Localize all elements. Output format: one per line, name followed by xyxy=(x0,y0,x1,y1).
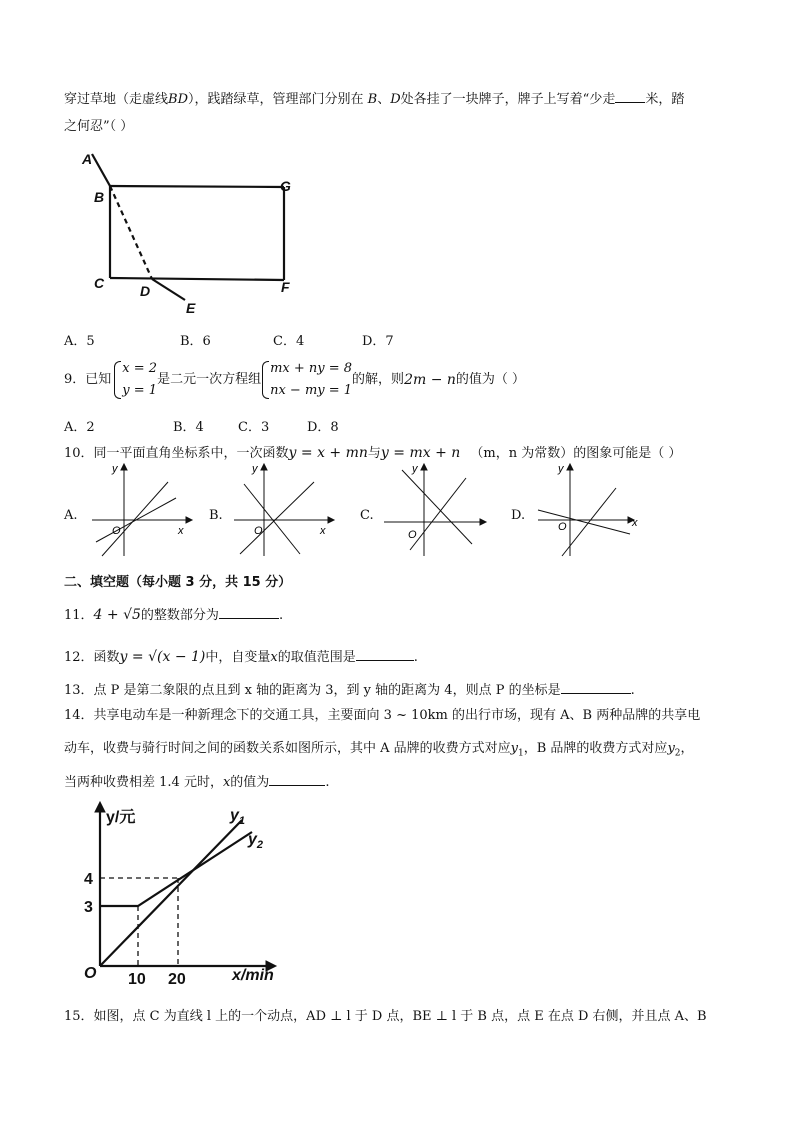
x-tick-10: 10 xyxy=(128,971,146,988)
q9-option-b: B．4 xyxy=(173,420,204,435)
q10-graph-b xyxy=(230,460,340,560)
y-axis-label: y/元 xyxy=(106,809,136,826)
q14-line3: 当两种收费相差 1.4 元时，x的值为 . xyxy=(64,775,330,790)
svg-text:x: x xyxy=(178,525,184,537)
svg-text:O: O xyxy=(558,521,567,533)
q9-option-a: A．2 xyxy=(64,420,95,435)
label-d: D xyxy=(140,283,151,299)
svg-text:y: y xyxy=(252,463,258,475)
q14-line1: 14．共享电动车是一种新理念下的交通工具，主要面向 3 ~ 10km 的出行市场，现有 A、B 两种品牌的共享电 xyxy=(64,708,701,723)
q14-line2: 动车，收费与骑行时间之间的函数关系如图所示，其中 A 品牌的收费方式对应$y_1$，B 品牌的收费方式对应$y_2$， xyxy=(64,741,694,759)
svg-text:O: O xyxy=(112,525,121,537)
q10-graph-c xyxy=(380,460,490,560)
label-g: G xyxy=(280,178,291,194)
label-e: E xyxy=(186,300,196,316)
q9-option-c: C．3 xyxy=(238,420,270,435)
line-y2 xyxy=(100,832,252,906)
q8-line1: 穿过草地（走虚线BD），践踏绿草，管理部门分别在 B、D处各挂了一块牌子，牌子上写着“少走 米，踏 xyxy=(64,92,685,107)
q11: 11．4 + √5的整数部分为 . xyxy=(64,607,284,623)
q8-option-c: C．4 xyxy=(273,334,305,349)
y1-label: $y_1$ xyxy=(230,807,246,827)
label-b: B xyxy=(94,189,105,205)
q10-option-d: D. xyxy=(511,508,526,523)
label-f: F xyxy=(281,279,290,295)
label-c: C xyxy=(94,275,105,291)
svg-text:y: y xyxy=(112,463,118,475)
q8-figure xyxy=(70,148,310,318)
q10-option-b: B. xyxy=(209,508,223,523)
label-a: A xyxy=(82,151,93,167)
svg-text:y: y xyxy=(558,463,564,475)
q9-stem: 9．已知 x = 2 y = 1 是二元一次方程组 mx + ny = 8 nx − my = 1 的解，则2m − n的值为（ ） xyxy=(64,358,525,402)
svg-text:x: x xyxy=(632,517,638,529)
q10-option-c: C. xyxy=(360,508,374,523)
q8-option-b: B．6 xyxy=(180,334,211,349)
section-heading: 二、填空题（每小题 3 分，共 15 分） xyxy=(64,575,292,590)
q14-graph xyxy=(70,798,290,990)
y-tick-3: 3 xyxy=(84,899,93,916)
line-y1 xyxy=(100,820,242,966)
q10-graph-d xyxy=(532,460,642,560)
y2-label: $y_2$ xyxy=(248,831,264,851)
origin-label: O xyxy=(84,965,97,982)
q10-option-a: A. xyxy=(64,508,78,523)
x-axis-label: x/min xyxy=(232,967,274,984)
q8-line2: 之何忍”（ ） xyxy=(64,119,134,134)
q12: 12．函数y = √(x − 1)中，自变量x的取值范围是 . xyxy=(64,649,418,665)
svg-text:O: O xyxy=(408,529,417,541)
q10-stem: 10．同一平面直角坐标系中，一次函数y = x + mn与y = mx + n （m，n 为常数）的图象可能是（ ） xyxy=(64,445,682,461)
q15: 15．如图，点 C 为直线 l 上的一个动点，AD ⊥ l 于 D 点，BE ⊥ l 于 B 点，点 E 在点 D 右侧，并且点 A、B xyxy=(64,1009,707,1024)
q10-graph-a xyxy=(88,460,198,560)
svg-text:y: y xyxy=(412,463,418,475)
y-tick-4: 4 xyxy=(84,871,93,888)
q8-option-a: A．5 xyxy=(64,334,95,349)
q9-option-d: D．8 xyxy=(307,420,339,435)
q13: 13．点 P 是第二象限的点且到 x 轴的距离为 3，到 y 轴的距离为 4，则点 P 的坐标是 . xyxy=(64,683,635,698)
svg-text:x: x xyxy=(320,525,326,537)
q8-option-d: D．7 xyxy=(362,334,394,349)
svg-text:O: O xyxy=(254,525,263,537)
x-tick-20: 20 xyxy=(168,971,186,988)
